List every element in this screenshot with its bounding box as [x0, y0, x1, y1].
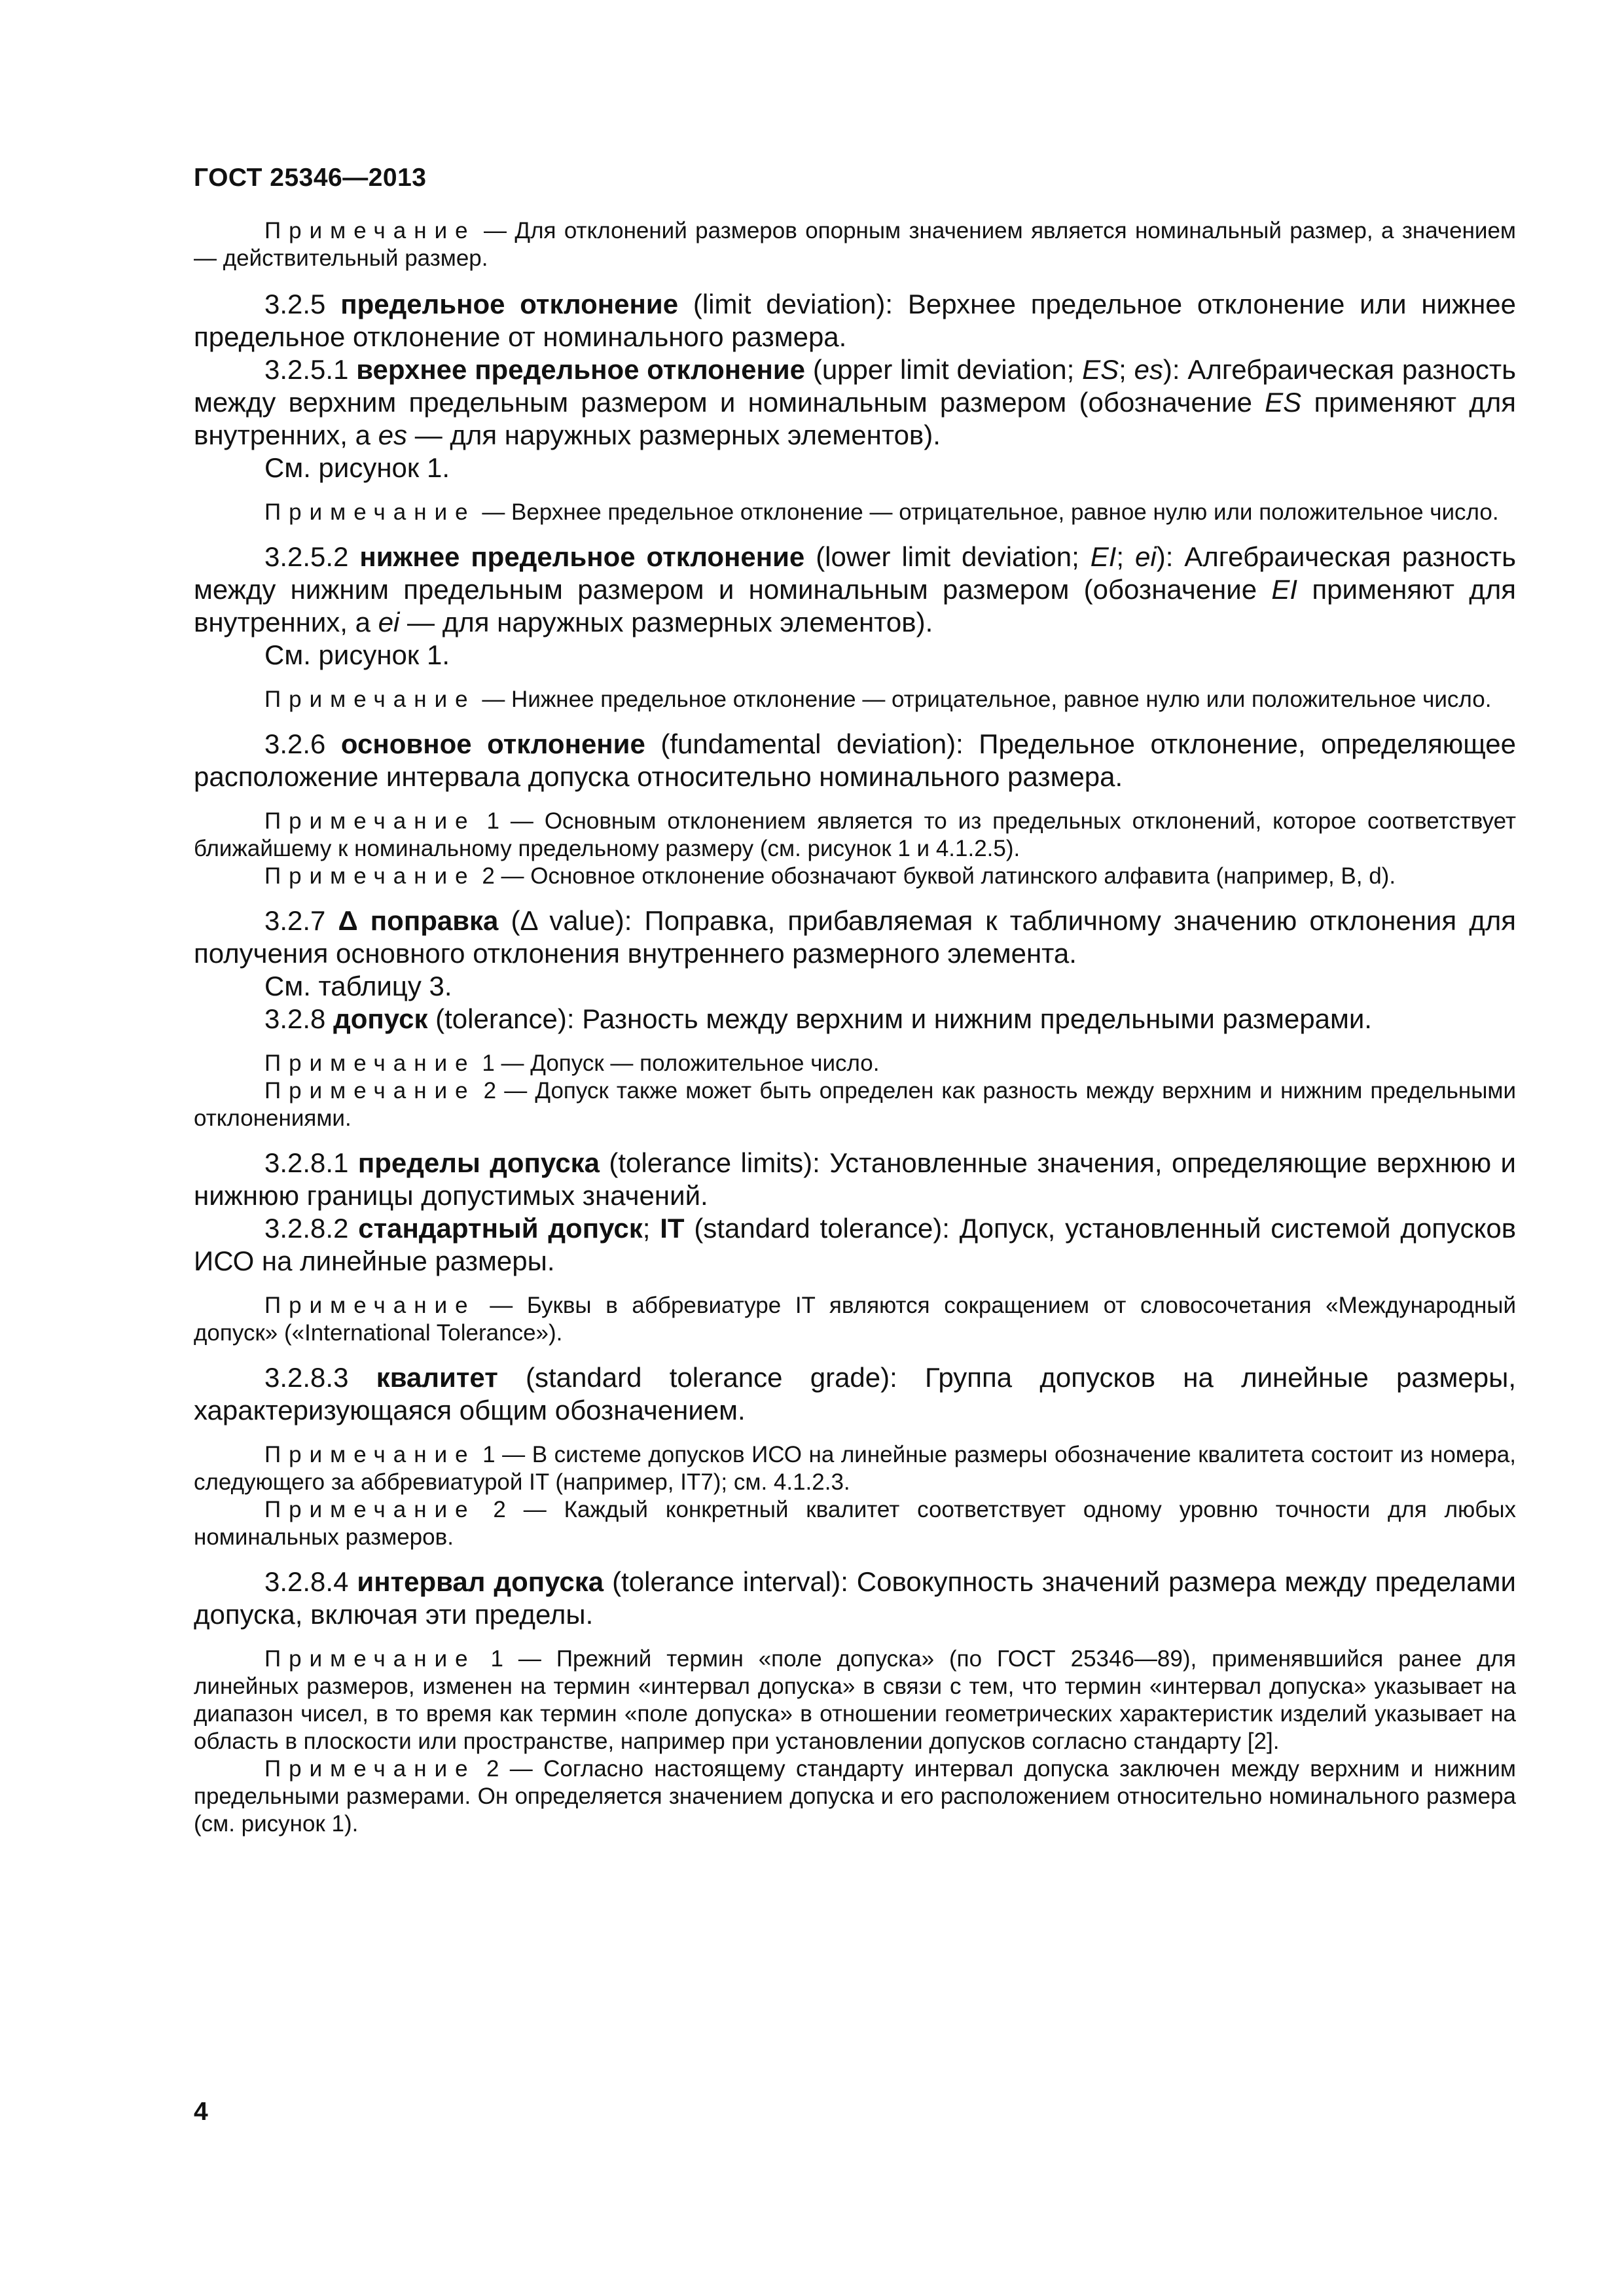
term-3-2-8-3: [194, 1361, 1516, 1427]
term-definition-part: (lower limit deviation;: [804, 541, 1091, 572]
note-text: — Основным отклонением является то из предельных отклонений, которое соответствует ближайшему к номинальному предельному размеру (см. рисунок 1 и 4.1.2.5).: [194, 808, 1516, 861]
note-label: Примечание: [264, 218, 476, 243]
symbol: ei: [378, 607, 400, 637]
note-label: Примечание: [264, 1442, 476, 1467]
note-number: 2: [475, 1497, 506, 1522]
term-definition-part: ): Алгебраическая разность между верхним предельным размером и номинальным размером (обозначение: [194, 354, 1517, 418]
term-definition: (tolerance): Разность между верхним и нижним предельными размерами.: [427, 1003, 1372, 1034]
note: [194, 686, 1516, 713]
note-number: 1: [475, 1646, 503, 1672]
note-text: — Согласно настоящему стандарту интервал допуска заключен между верхним и нижним предельными размерами. Он определяется значением допуска и его расположением относительно номинального размера (см. рисунок 1).: [194, 1756, 1516, 1837]
symbol: ES: [1265, 387, 1302, 418]
note-number: 2: [475, 1078, 497, 1103]
note-label: Примечание: [264, 863, 476, 889]
term-definition: (standard tolerance): Допуск, установленный системой допусков ИСО на линейные размеры.: [194, 1213, 1517, 1276]
note-1: [194, 808, 1516, 863]
clause-number: 3.2.5: [264, 289, 341, 319]
note-text: — Основное отклонение обозначают буквой латинского алфавита (например, B, d).: [494, 863, 1396, 889]
note-label: Примечание: [264, 1078, 476, 1103]
symbol: es: [1134, 354, 1163, 385]
note-label: Примечание: [264, 1293, 476, 1318]
note-number: 2: [475, 863, 495, 889]
note-group: [194, 686, 1516, 713]
note-group: [194, 1645, 1516, 1838]
note-label: Примечание: [264, 499, 476, 525]
term-title: нижнее предельное отклонение: [359, 541, 805, 572]
clause-number: 3.2.8: [264, 1003, 334, 1034]
term-definition: (standard tolerance grade): Группа допусков на линейные размеры, характеризующаяся общим обозначением.: [194, 1362, 1516, 1426]
term-title: Δ поправка: [338, 905, 499, 936]
note-group: [194, 1050, 1516, 1132]
figure-reference: См. рисунок 1.: [264, 452, 450, 483]
clause-number: 3.2.6: [264, 728, 341, 759]
term-definition: (tolerance limits): Установленные значения, определяющие верхнюю и нижнюю границы допустимых значений.: [194, 1147, 1517, 1211]
note-text: — Для отклонений размеров опорным значением является номинальный размер, а значением — действительный размер.: [194, 218, 1516, 271]
term-title: стандартный допуск: [358, 1213, 643, 1244]
term-3-2-5: [194, 288, 1516, 353]
note-2: [194, 863, 1516, 890]
note-text: — Нижнее предельное отклонение — отрицательное, равное нулю или положительное число.: [475, 687, 1492, 712]
clause-number: 3.2.5.2: [264, 541, 360, 572]
symbol: ES: [1082, 354, 1119, 385]
term-title: пределы допуска: [357, 1147, 600, 1178]
term-title: предельное отклонение: [340, 289, 679, 319]
note-text: — Прежний термин «поле допуска» (по ГОСТ 25346—89), применявшийся ранее для линейных размеров, изменен на термин «интервал допуска» в связи с тем, что термин «интервал допуска» указывает на диапазон чисел, в то время как термин «поле допуска» в отношении геометрических характеристик изделий указывает на область в плоскости или пространстве, например при установлении допусков согласно стандарту [2].: [194, 1646, 1516, 1754]
note-1: [194, 1050, 1516, 1077]
term-definition-part: применяют для внутренних, а: [194, 387, 1516, 450]
term-title: интервал допуска: [357, 1566, 604, 1597]
term-title: верхнее предельное отклонение: [356, 354, 806, 385]
note-text: — Верхнее предельное отклонение — отрицательное, равное нулю или положительное число.: [475, 499, 1499, 525]
note-label: Примечание: [264, 808, 476, 834]
note-text: — Каждый конкретный квалитет соответствует одному уровню точности для любых номинальных размеров.: [194, 1497, 1516, 1550]
figure-reference: См. рисунок 1.: [264, 639, 450, 670]
term-definition-part: (upper limit deviation;: [805, 354, 1083, 385]
note-1: [194, 1645, 1516, 1755]
note-text: — Буквы в аббревиатуре IT являются сокращением от словосочетания «Международный допуск» («International Tolerance»).: [194, 1293, 1516, 1346]
term-3-2-7: [194, 905, 1516, 970]
symbol: ei: [1135, 541, 1157, 572]
term-definition: (fundamental deviation): Предельное отклонение, определяющее расположение интервала допуска относительно номинального размера.: [194, 728, 1516, 792]
term-3-2-5-2: [194, 541, 1516, 639]
note-label: Примечание: [264, 1050, 476, 1076]
page-number: 4: [194, 2098, 208, 2126]
term-definition: (tolerance interval): Совокупность значений размера между пределами допуска, включая эти пределы.: [194, 1566, 1517, 1630]
term-3-2-5-1: [194, 353, 1516, 452]
note-number: 1: [475, 1050, 495, 1076]
clause-number: 3.2.5.1: [264, 354, 357, 385]
term-definition-part: ;: [1116, 541, 1135, 572]
note-label: Примечание: [264, 1497, 476, 1522]
clause-number: 3.2.8.2: [264, 1213, 359, 1244]
note-label: Примечание: [264, 687, 476, 712]
term-3-2-8-1: [194, 1147, 1516, 1212]
note-number: 2: [475, 1756, 499, 1782]
term-3-2-8-4: [194, 1566, 1516, 1631]
term-title: основное отклонение: [340, 728, 645, 759]
term-3-2-8-2: [194, 1212, 1516, 1278]
note-label: Примечание: [264, 1646, 476, 1672]
term-separator: ;: [642, 1213, 660, 1244]
term-definition: (limit deviation): Верхнее предельное отклонение или нижнее предельное отклонение от номинального размера.: [194, 289, 1516, 352]
note-group: [194, 499, 1516, 526]
note-group: [194, 808, 1516, 890]
clause-number: 3.2.8.1: [264, 1147, 358, 1178]
note-2: [194, 1755, 1516, 1838]
note-label: Примечание: [264, 1756, 476, 1782]
term-definition: (Δ value): Поправка, прибавляемая к табличному значению отклонения для получения основного отклонения внутреннего размерного элемента.: [194, 905, 1516, 969]
note-2: [194, 1496, 1516, 1551]
symbol: EI: [1271, 574, 1298, 605]
term-definition-part: ): Алгебраическая разность между нижним предельным размером и номинальным размером (обозначение: [194, 541, 1517, 605]
term-abbreviation: IT: [660, 1213, 685, 1244]
document-body: [194, 217, 1516, 1852]
term-3-2-6: [194, 728, 1516, 793]
note-1: [194, 1441, 1516, 1496]
note-number: 1: [475, 1442, 496, 1467]
term-title: квалитет: [376, 1362, 498, 1393]
term-definition-part: ;: [1119, 354, 1134, 385]
symbol: EI: [1090, 541, 1117, 572]
clause-number: 3.2.7: [264, 905, 338, 936]
note-group: [194, 1441, 1516, 1551]
table-reference: См. таблицу 3.: [264, 971, 452, 1001]
note-group: [194, 1292, 1516, 1347]
note: [194, 1292, 1516, 1347]
clause-number: 3.2.8.4: [264, 1566, 357, 1597]
note: [194, 499, 1516, 526]
symbol: es: [378, 420, 408, 450]
note-number: 1: [475, 808, 499, 834]
note-2: [194, 1077, 1516, 1132]
note: [194, 217, 1516, 272]
term-title: допуск: [333, 1003, 428, 1034]
note-text: — Допуск — положительное число.: [494, 1050, 880, 1076]
note-text: — Допуск также может быть определен как разность между верхним и нижним предельными отклонениями.: [194, 1078, 1516, 1131]
note-text: — В системе допусков ИСО на линейные размеры обозначение квалитета состоит из номера, следующего за аббревиатурой IT (например, IT7); см. 4.1.2.3.: [194, 1442, 1516, 1495]
document-header: ГОСТ 25346—2013: [194, 164, 427, 192]
term-definition-part: — для наружных размерных элементов).: [399, 607, 933, 637]
term-3-2-8: [194, 1003, 1516, 1035]
clause-number: 3.2.8.3: [264, 1362, 376, 1393]
term-definition-part: — для наружных размерных элементов).: [407, 420, 941, 450]
term-definition-part: применяют для внутренних, а: [194, 574, 1516, 637]
